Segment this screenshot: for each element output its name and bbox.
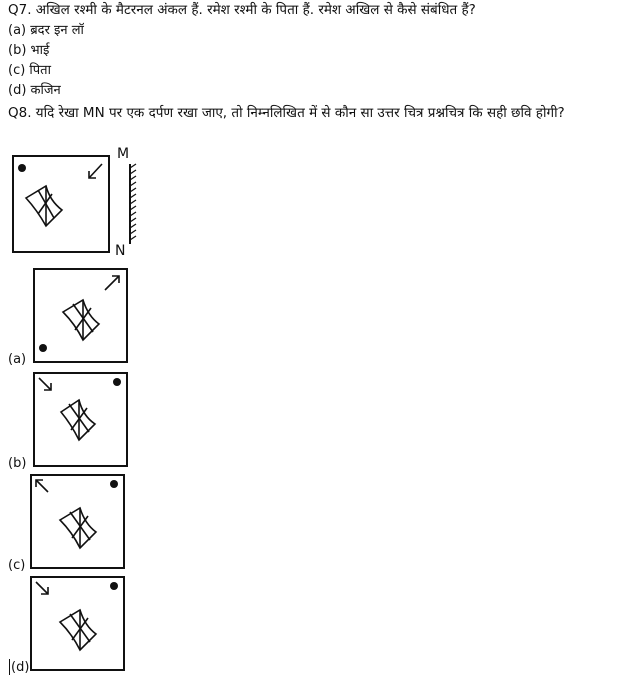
answer-label-c: (c) <box>8 558 26 573</box>
mirror-label-m: M <box>117 146 130 162</box>
answer-figure-a <box>33 268 128 363</box>
q7-question: Q7. अखिल रश्मी के मैटरनल अंकल हैं. रमेश रश्मी के पिता हैं. रमेश अखिल से कैसे संबंधित हैं? <box>8 2 476 18</box>
q7-option-a: (a) ब्रदर इन लॉ <box>8 23 84 38</box>
q7-option-b: (b) भाई <box>8 43 50 58</box>
answer-label-a: (a) <box>8 352 27 367</box>
answer-figure-b <box>33 372 128 467</box>
q7-option-c: (c) पिता <box>8 63 51 78</box>
text-cursor <box>9 659 10 675</box>
answer-figure-c <box>30 474 125 569</box>
q8-question: Q8. यदि रेखा MN पर एक दर्पण रखा जाए, तो निम्नलिखित में से कौन सा उत्तर चित्र प्रश्नचित्र कि सही छवि होगी? <box>8 105 565 121</box>
q7-option-d: (d) कजिन <box>8 83 61 98</box>
answer-label-d: (d) <box>11 660 30 675</box>
answer-label-b: (b) <box>8 456 27 471</box>
answer-figure-d <box>30 576 125 671</box>
mirror-label-n: N <box>115 243 126 259</box>
